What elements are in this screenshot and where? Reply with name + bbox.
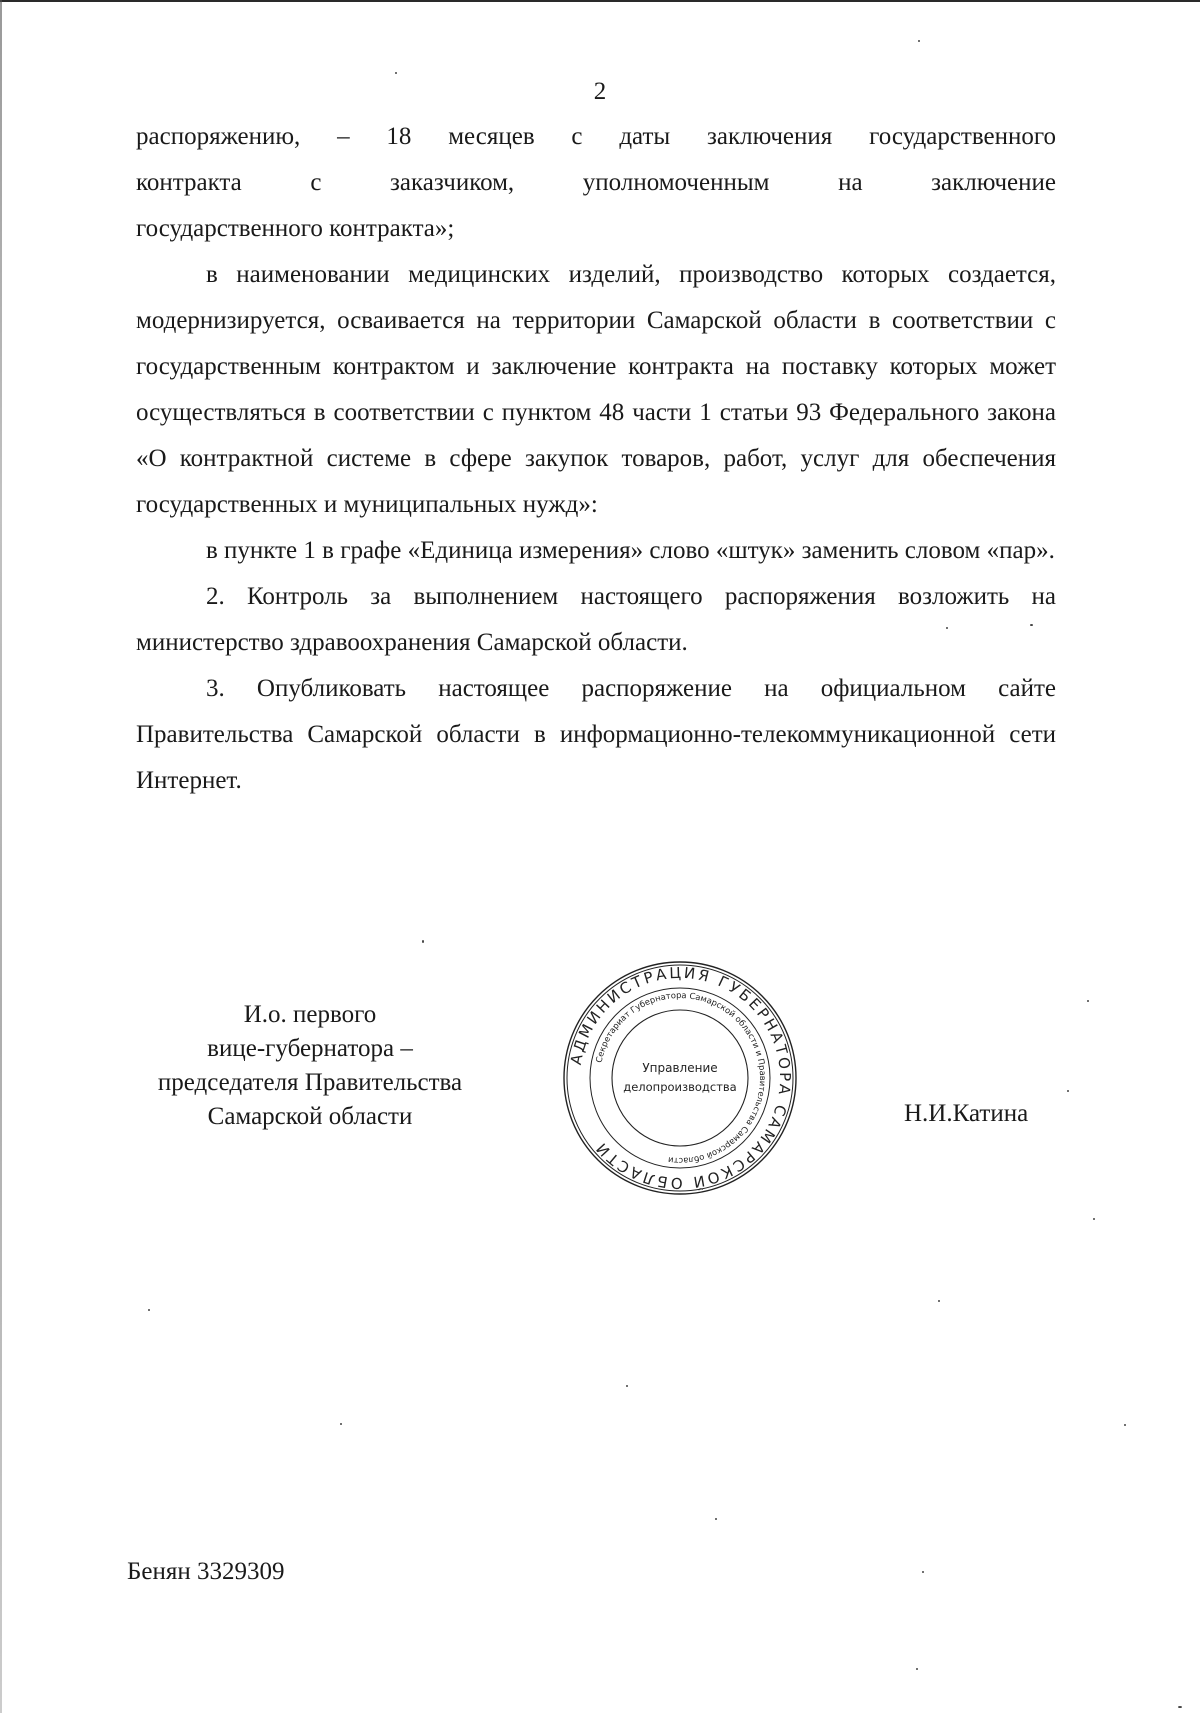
scan-speck <box>148 1309 150 1311</box>
scan-speck <box>918 40 920 42</box>
paragraph-1-line-3: государственного контракта»; <box>136 215 455 242</box>
document-body <box>136 114 1056 804</box>
signatory-title <box>130 998 490 1134</box>
paragraph-1-line-1: распоряжению, – 18 месяцев с даты заключения государственного <box>136 123 1056 150</box>
scan-speck <box>1067 1090 1069 1092</box>
scan-speck <box>626 1385 628 1387</box>
paragraph-3: в пункте 1 в графе «Единица измерения» слово «штук» заменить словом «пар». <box>206 537 1055 564</box>
stamp-outer-text: АДМИНИСТРАЦИЯ ГУБЕРНАТОРА САМАРСКОЙ ОБЛАСТИ <box>566 963 795 1193</box>
signer-name: Н.И.Катина <box>904 1100 1029 1127</box>
scan-speck <box>1093 1218 1095 1220</box>
paragraph-2: в наименовании медицинских изделий, производство которых создается, модернизируется, осваивается на территории Самарской области в соответствии с государственным контрактом и заключение контракта на поставку которых может осуществляться в соответствии с пунктом 48 части 1 статьи 93 Федерального закона «О контрактной системе в сфере закупок товаров, работ, услуг для обеспечения государственных и муниципальных нужд»: <box>136 261 1056 518</box>
signatory-title-line-4: Самарской области <box>207 1103 413 1130</box>
scan-speck <box>1087 1000 1089 1002</box>
stamp-center-line-2: делопроизводства <box>623 1080 737 1094</box>
paragraph-1-line-2: контракта с заказчиком, уполномоченным на заключение <box>136 169 1056 196</box>
stamp-center-line-1: Управление <box>642 1061 718 1075</box>
signatory-title-line-1: И.о. первого <box>243 1001 377 1028</box>
signatory-title-line-2: вице-губернатора – <box>207 1035 413 1062</box>
scan-speck <box>395 72 397 74</box>
scan-speck <box>340 1423 342 1425</box>
scan-speck <box>422 940 424 943</box>
scan-speck <box>916 1668 918 1670</box>
paragraph-5: 3. Опубликовать настоящее распоряжение на официальном сайте Правительства Самарской области в информационно-телекоммуникационной сети Интернет. <box>136 675 1056 794</box>
scan-speck <box>922 1571 924 1573</box>
stamp-middle-text: Секретариат Губернатора Самарской области и Правительства Самарской области <box>593 989 769 1167</box>
signatory-title-line-3: председателя Правительства <box>157 1069 463 1096</box>
svg-text:Секретариат Губернатора Самарс <box>594 990 768 1166</box>
paragraph-4: 2. Контроль за выполнением настоящего распоряжения возложить на министерство здравоохранения Самарской области. <box>136 583 1056 656</box>
executor-note: Бенян 3329309 <box>127 1558 285 1585</box>
scan-speck <box>1124 1424 1126 1426</box>
scan-speck <box>715 1518 717 1520</box>
scan-speck <box>946 627 948 629</box>
scan-speck <box>1030 624 1033 626</box>
scan-top-edge <box>0 0 1200 2</box>
page-number: 2 <box>593 78 607 105</box>
scan-left-edge <box>0 0 2 1713</box>
official-stamp <box>560 958 800 1198</box>
scan-speck <box>1178 1706 1182 1708</box>
scan-speck <box>938 1300 940 1302</box>
